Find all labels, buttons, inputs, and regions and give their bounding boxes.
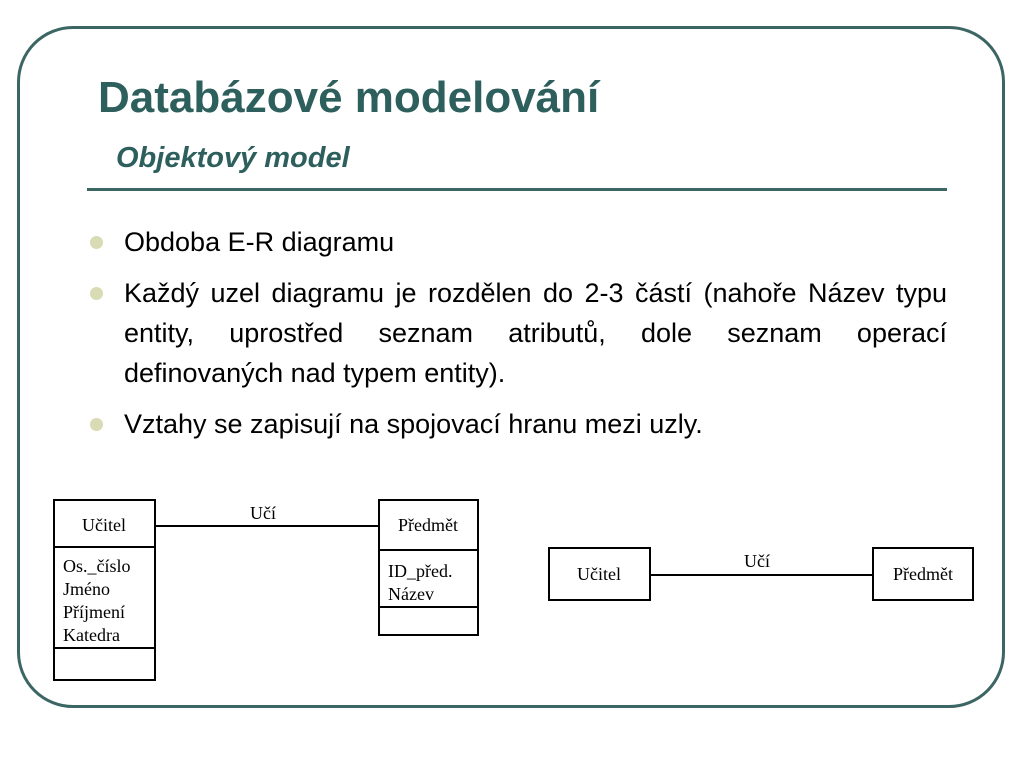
- bullet-list: [85, 222, 947, 455]
- entity-attribute: Příjmení: [63, 602, 125, 622]
- title-divider: [87, 188, 947, 191]
- bullet-text: Vztahy se zapisují na spojovací hranu mezi uzly.: [124, 409, 703, 439]
- entity-predmet: [379, 500, 478, 635]
- relationship-label: Učí: [744, 551, 770, 571]
- slide-title: Databázové modelování: [98, 73, 600, 122]
- entity-ucitel: [54, 500, 155, 680]
- bullet-dot-icon: [90, 236, 103, 249]
- entity-attribute: Katedra: [63, 625, 120, 645]
- bullet-dot-icon: [90, 287, 103, 300]
- bullet-text: Obdoba E-R diagramu: [124, 227, 395, 257]
- entity-name: Předmět: [893, 564, 953, 584]
- bullet-dot-icon: [90, 418, 103, 431]
- uml-diagram-detailed: [50, 495, 490, 690]
- entity-name: Učitel: [577, 564, 621, 584]
- entity-name: Předmět: [398, 515, 458, 535]
- entity-attribute: Os._číslo: [63, 556, 131, 576]
- bullet-item: [85, 404, 947, 444]
- bullet-text: Každý uzel diagramu je rozdělen do 2-3 částí (nahoře Název typu entity, uprostřed seznam atributů, dole seznam operací definovaných nad typem entity).: [124, 278, 947, 388]
- entity-name: Učitel: [82, 515, 126, 535]
- entity-attribute: Název: [388, 584, 434, 604]
- entity-attribute: ID_před.: [388, 561, 453, 581]
- relationship-label: Učí: [250, 503, 276, 523]
- uml-diagram-simple: [545, 543, 979, 605]
- bullet-item: [85, 222, 947, 262]
- bullet-item: [85, 273, 947, 393]
- slide-subtitle: Objektový model: [116, 142, 350, 174]
- entity-attribute: Jméno: [63, 579, 110, 599]
